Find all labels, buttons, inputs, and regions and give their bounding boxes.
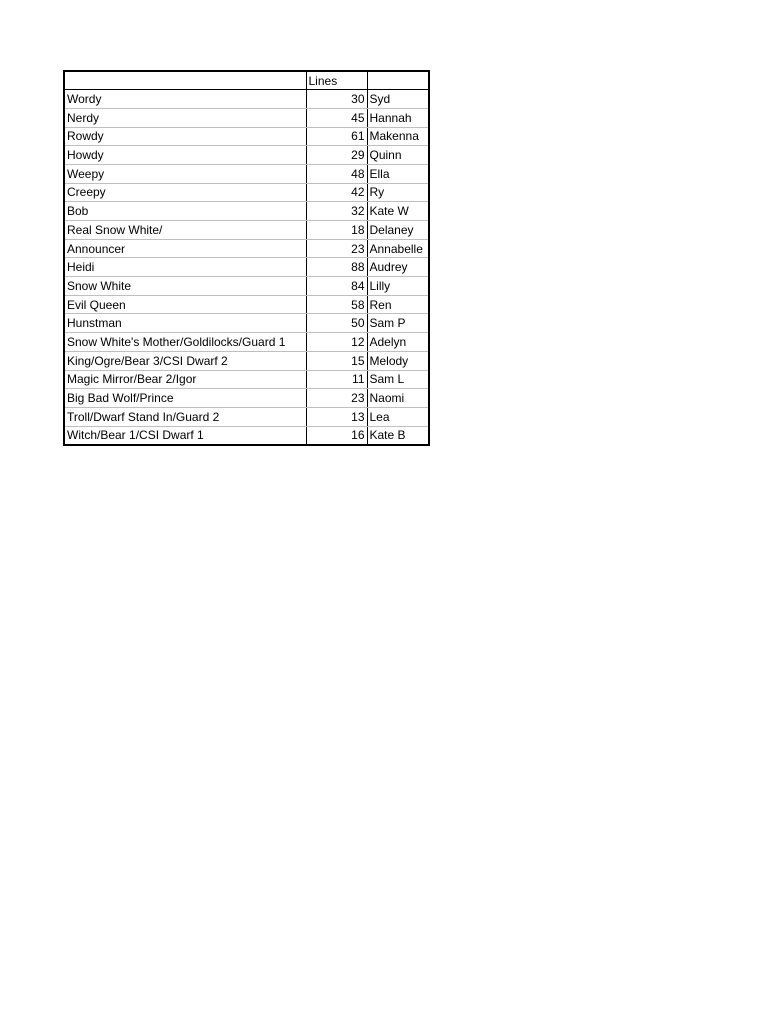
table-row bbox=[64, 164, 429, 183]
header-row bbox=[64, 71, 429, 90]
role-cell: Witch/Bear 1/CSI Dwarf 1 bbox=[64, 426, 306, 445]
lines-cell: 11 bbox=[306, 370, 367, 389]
actor-cell: Lilly bbox=[367, 277, 429, 296]
lines-cell: 42 bbox=[306, 183, 367, 202]
role-cell: Rowdy bbox=[64, 127, 306, 146]
table-row bbox=[64, 295, 429, 314]
actor-cell: Sam L bbox=[367, 370, 429, 389]
table-row bbox=[64, 258, 429, 277]
header-lines: Lines bbox=[306, 71, 367, 90]
table-body bbox=[64, 90, 429, 445]
lines-cell: 18 bbox=[306, 221, 367, 240]
actor-cell: Annabelle bbox=[367, 239, 429, 258]
actor-cell: Ry bbox=[367, 183, 429, 202]
actor-cell: Quinn bbox=[367, 146, 429, 165]
actor-cell: Adelyn bbox=[367, 333, 429, 352]
lines-cell: 50 bbox=[306, 314, 367, 333]
lines-cell: 61 bbox=[306, 127, 367, 146]
table-row bbox=[64, 314, 429, 333]
role-cell: Magic Mirror/Bear 2/Igor bbox=[64, 370, 306, 389]
table-row bbox=[64, 90, 429, 109]
lines-cell: 12 bbox=[306, 333, 367, 352]
table-row bbox=[64, 146, 429, 165]
role-cell: Creepy bbox=[64, 183, 306, 202]
table-row bbox=[64, 239, 429, 258]
role-cell: Big Bad Wolf/Prince bbox=[64, 389, 306, 408]
table-row bbox=[64, 389, 429, 408]
actor-cell: Lea bbox=[367, 407, 429, 426]
header-role bbox=[64, 71, 306, 90]
role-cell: Howdy bbox=[64, 146, 306, 165]
role-cell: King/Ogre/Bear 3/CSI Dwarf 2 bbox=[64, 351, 306, 370]
lines-cell: 29 bbox=[306, 146, 367, 165]
role-cell: Wordy bbox=[64, 90, 306, 109]
lines-cell: 84 bbox=[306, 277, 367, 296]
actor-cell: Ren bbox=[367, 295, 429, 314]
table-row bbox=[64, 108, 429, 127]
table-row bbox=[64, 183, 429, 202]
role-cell: Heidi bbox=[64, 258, 306, 277]
table-row bbox=[64, 277, 429, 296]
role-cell: Announcer bbox=[64, 239, 306, 258]
table-row bbox=[64, 127, 429, 146]
table-row bbox=[64, 221, 429, 240]
role-cell: Troll/Dwarf Stand In/Guard 2 bbox=[64, 407, 306, 426]
lines-cell: 23 bbox=[306, 389, 367, 408]
cast-lines-table bbox=[63, 70, 430, 446]
actor-cell: Makenna bbox=[367, 127, 429, 146]
role-cell: Weepy bbox=[64, 164, 306, 183]
actor-cell: Hannah bbox=[367, 108, 429, 127]
table-row bbox=[64, 333, 429, 352]
role-cell: Snow White bbox=[64, 277, 306, 296]
lines-cell: 58 bbox=[306, 295, 367, 314]
actor-cell: Ella bbox=[367, 164, 429, 183]
table-row bbox=[64, 351, 429, 370]
actor-cell: Kate B bbox=[367, 426, 429, 445]
actor-cell: Kate W bbox=[367, 202, 429, 221]
role-cell: Bob bbox=[64, 202, 306, 221]
role-cell: Snow White's Mother/Goldilocks/Guard 1 bbox=[64, 333, 306, 352]
lines-cell: 13 bbox=[306, 407, 367, 426]
actor-cell: Delaney bbox=[367, 221, 429, 240]
actor-cell: Naomi bbox=[367, 389, 429, 408]
lines-cell: 45 bbox=[306, 108, 367, 127]
table-row bbox=[64, 407, 429, 426]
header-actor bbox=[367, 71, 429, 90]
lines-cell: 88 bbox=[306, 258, 367, 277]
lines-cell: 23 bbox=[306, 239, 367, 258]
actor-cell: Melody bbox=[367, 351, 429, 370]
role-cell: Evil Queen bbox=[64, 295, 306, 314]
lines-cell: 32 bbox=[306, 202, 367, 221]
role-cell: Real Snow White/ bbox=[64, 221, 306, 240]
lines-cell: 30 bbox=[306, 90, 367, 109]
actor-cell: Syd bbox=[367, 90, 429, 109]
role-cell: Nerdy bbox=[64, 108, 306, 127]
lines-cell: 48 bbox=[306, 164, 367, 183]
actor-cell: Sam P bbox=[367, 314, 429, 333]
lines-cell: 16 bbox=[306, 426, 367, 445]
actor-cell: Audrey bbox=[367, 258, 429, 277]
table-header bbox=[64, 71, 429, 90]
table-row bbox=[64, 202, 429, 221]
role-cell: Hunstman bbox=[64, 314, 306, 333]
table-row bbox=[64, 370, 429, 389]
lines-cell: 15 bbox=[306, 351, 367, 370]
table-row bbox=[64, 426, 429, 445]
